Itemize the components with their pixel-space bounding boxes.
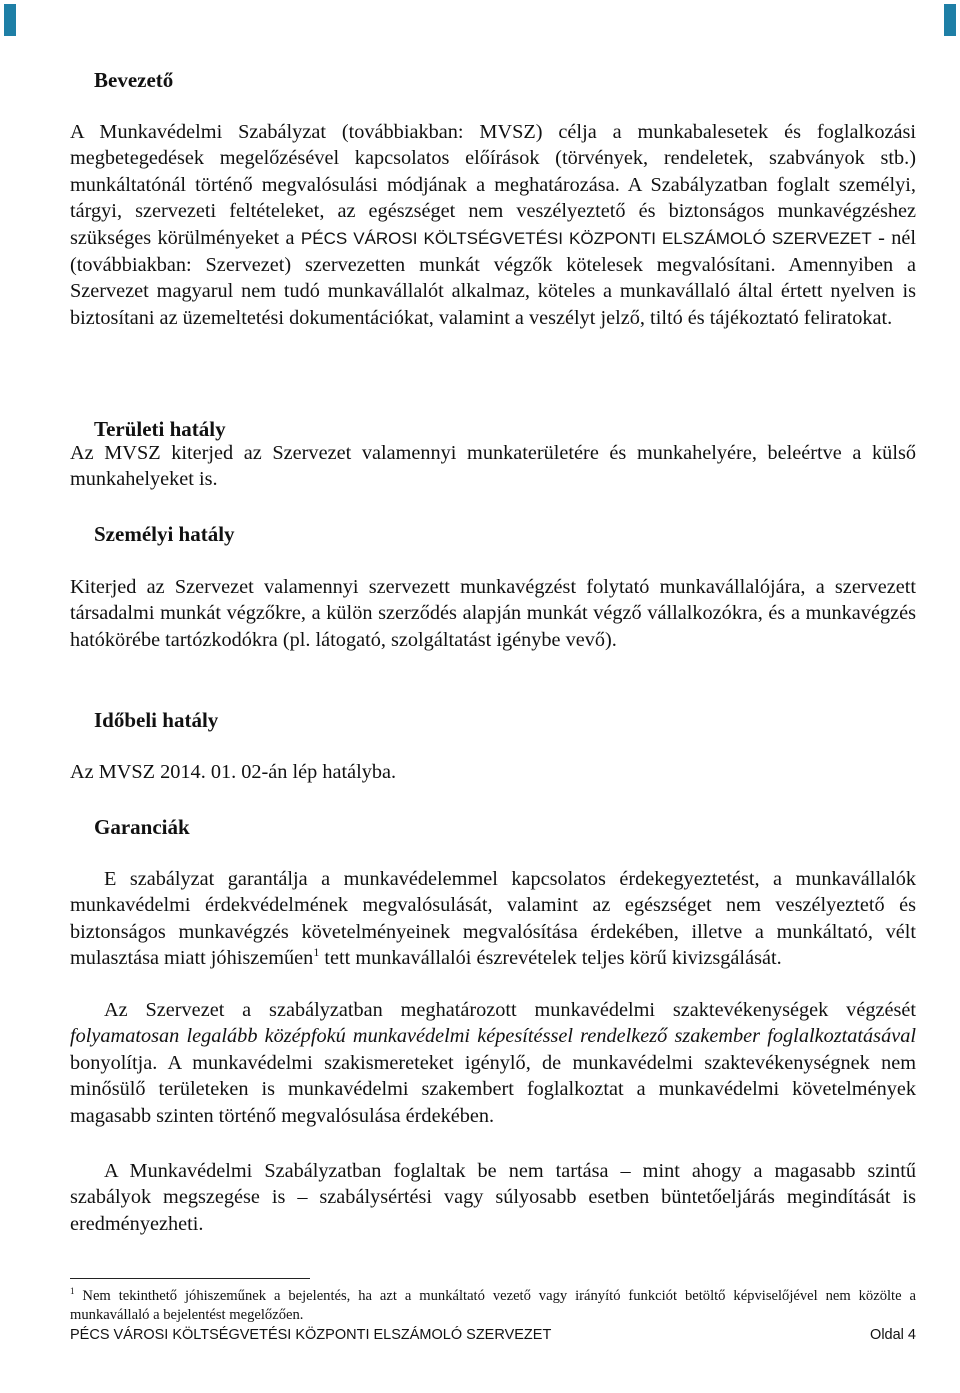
garanciak-2-text-b: bonyolítja. A munkavédelmi szakismereteket igénylő, de munkavédelmi szaktevékenységnek nem minősülő területeken is munkavédelmi szakembert foglalkoztat a munkavédelmi követelmények magasabb szinten történő megvalósulása érdekében.: [70, 1051, 916, 1127]
footnote: [70, 1287, 916, 1325]
garanciak-2-text-a: Az Szervezet a szabályzatban meghatározott munkavédelmi szaktevékenységek végzését: [104, 999, 916, 1021]
heading-idobeli-hataly: Időbeli hatály: [94, 708, 219, 732]
footnote-ref: 1: [313, 945, 320, 960]
intro-text-b: - nél (továbbiakban: Szervezet) szervezetten munkát végzők kötelesek megvalósítani. Amennyiben a Szervezet magyarul nem tudó munkavállalót alkalmaz, köteles a munkavállaló által értett nyelven is biztosítani az üzemeltetési dokumentációkat, valamint a veszélyt jelző, tiltó és tájékoztató feliratokat.: [70, 226, 917, 329]
paragraph-intro: [70, 119, 916, 331]
heading-teruleti-hataly: Területi hatály: [94, 417, 226, 441]
page-number: Oldal 4: [870, 1327, 916, 1343]
footer-org-name: PÉCS VÁROSI KÖLTSÉGVETÉSI KÖZPONTI ELSZÁMOLÓ SZERVEZET: [70, 1327, 552, 1343]
heading-garanciak: Garanciák: [94, 815, 190, 839]
page-footer: [70, 1327, 916, 1347]
footnote-divider: [70, 1278, 310, 1279]
paragraph-garanciak-2: [70, 997, 916, 1129]
corner-marker-left: [4, 4, 16, 36]
garanciak-1-text-b: tett munkavállalói észrevételek teljes körű kivizsgálását.: [319, 947, 782, 970]
paragraph-garanciak-3: A Munkavédelmi Szabályzatban foglaltak be nem tartása – mint ahogy a magasabb szintű szabályok megszegése is – szabálysértési vagy súlyosabb esetben büntetőeljárás megindítását is eredményezheti.: [70, 1160, 916, 1235]
corner-marker-right: [944, 4, 956, 36]
org-name: PÉCS VÁROSI KÖLTSÉGVETÉSI KÖZPONTI ELSZÁMOLÓ SZERVEZET: [300, 228, 872, 248]
garanciak-1-text-a: E szabályzat garantálja a munkavédelemmel kapcsolatos érdekegyeztetést, a munkavállalók munkavédelmi érdekvédelmének megvalósulását, valamint az egészséget nem veszélyeztető és biztonságos munkavégzés követelményeinek megvalósítása érdekében, illetve a munkáltató, vélt mulasztása miatt jóhiszeműen: [70, 868, 916, 970]
heading-bevezeto: Bevezető: [94, 68, 174, 92]
garanciak-2-italic: folyamatosan legalább középfokú munkavédelmi képesítéssel rendelkező szakember foglalkoztatásával: [70, 1025, 916, 1048]
footnote-number: 1: [70, 1286, 75, 1297]
paragraph-szemelyi: Kiterjed az Szervezet valamennyi szervezett munkavégzést folytató munkavállalójára, a szervezett társadalmi munkát végzőkre, a külön szerződés alapján munkát végző vállalkozókra, és a munkavégzés hatókörébe tartózkodókra (pl. látogató, szolgáltatást igénybe vevő).: [70, 576, 916, 651]
footnote-text: Nem tekinthető jóhiszeműnek a bejelentés, ha azt a munkáltató vezető vagy irányító funkciót betöltő képviselőjével nem közölte a munkavállaló a bejelentést megelőzően.: [70, 1288, 916, 1323]
intro-text-a: A Munkavédelmi Szabályzat (továbbiakban: MVSZ) célja a munkabalesetek és foglalkozási megbetegedések megelőzésével kapcsolatos előírások (törvények, rendeletek, szabványok stb.) munkáltatónál történő megvalósulási módjának a meghatározása. A Szabályzatban foglalt személyi, tárgyi, szervezeti feltételeket, az egészséget nem veszélyeztető és biztonságos munkavégzéshez szükséges körülményeket a: [70, 121, 916, 249]
paragraph-idobeli: Az MVSZ 2014. 01. 02-án lép hatályba.: [70, 761, 397, 783]
paragraph-garanciak-1: [70, 866, 916, 972]
heading-szemelyi-hataly: Személyi hatály: [94, 522, 235, 546]
paragraph-teruleti: Az MVSZ kiterjed az Szervezet valamennyi munkaterületére és munkahelyére, beleértve a külső munkahelyeket is.: [70, 442, 916, 491]
